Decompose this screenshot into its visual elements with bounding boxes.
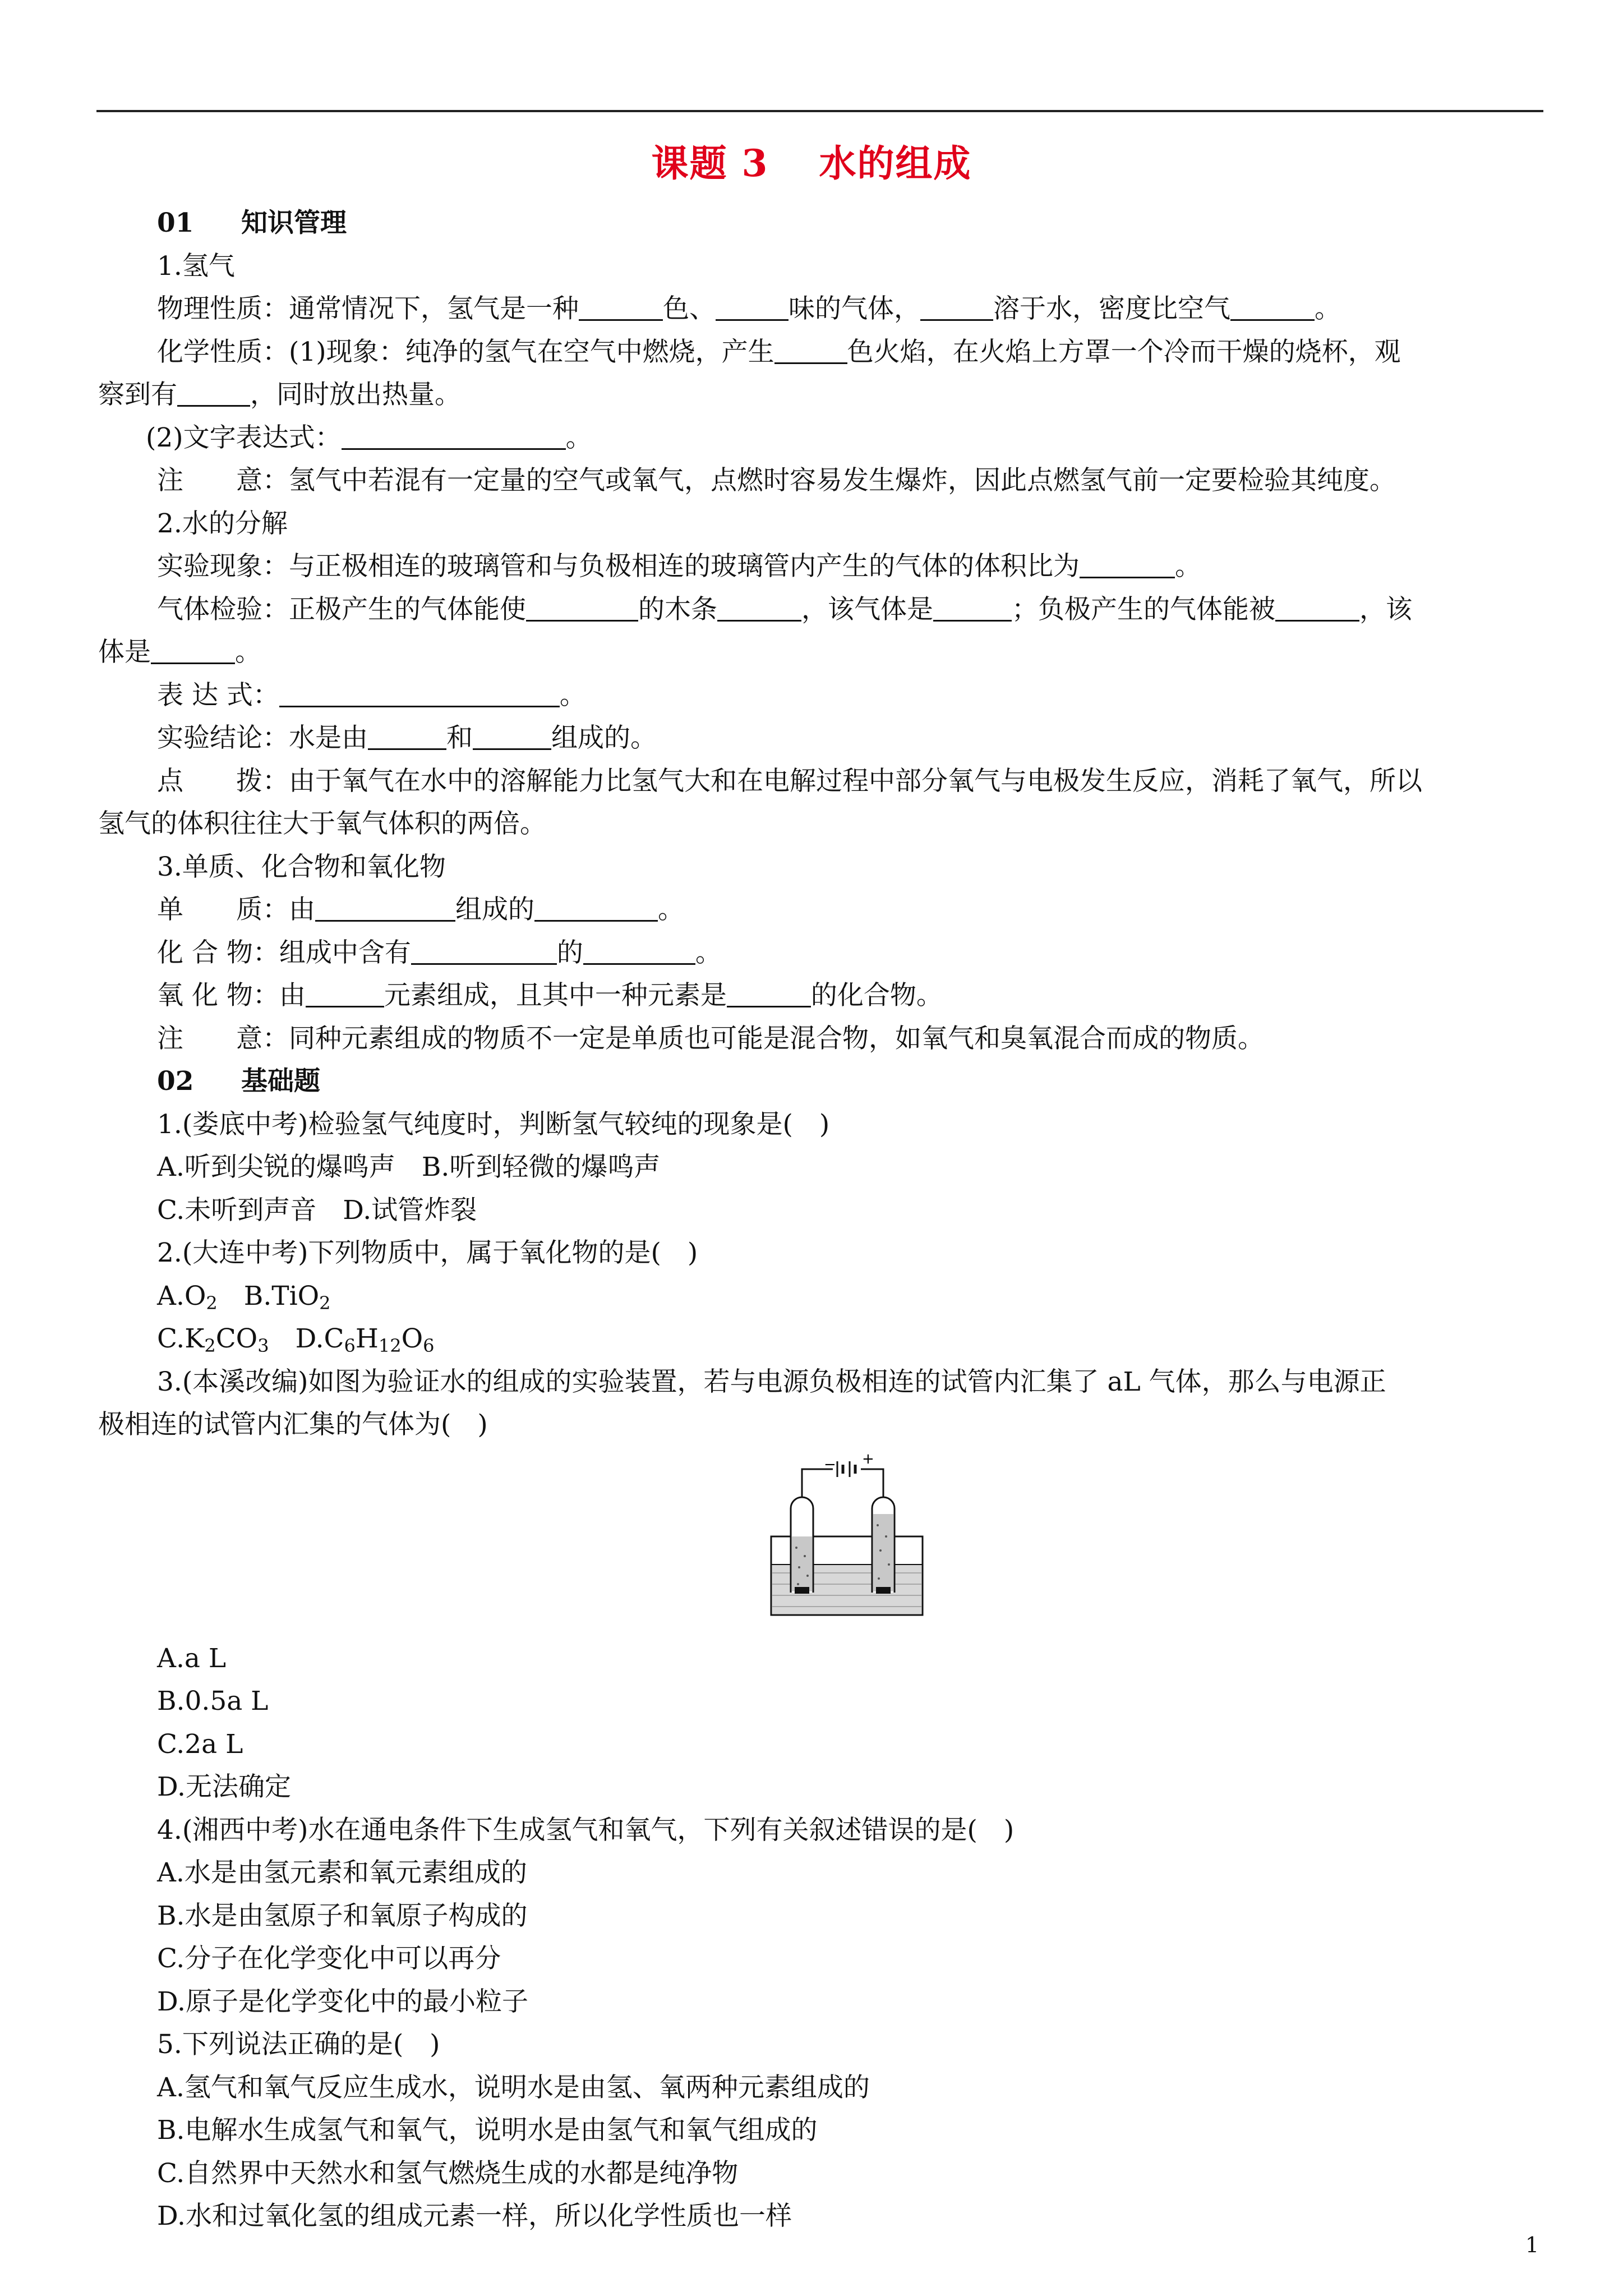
question-5-option-d: D.水和过氧化氢的组成元素一样，所以化学性质也一样 (157, 2201, 792, 2231)
physical-properties: 物理性质：通常情况下，氢气是一种 色、 味的气体， 溶于水，密度比空气 。 (157, 293, 1341, 324)
word-equation: (2)文字表达式： 。 (146, 422, 592, 453)
chemical-properties-cont: 察到有 ，同时放出热量。 (98, 379, 461, 410)
chemical-properties: 化学性质：(1)现象：纯净的氢气在空气中燃烧，产生 色火焰，在火焰上方罩一个冷而干燥的烧杯，观 (157, 336, 1401, 367)
question-4-option-a: A.水是由氢元素和氧元素组成的 (157, 1857, 527, 1888)
question-5-option-a: A.氢气和氧气反应生成水，说明水是由氢、氧两种元素组成的 (157, 2072, 870, 2103)
question-4-option-b: B.水是由氢原子和氧原子构成的 (157, 1900, 528, 1931)
subheading: 2.水的分解 (157, 508, 288, 539)
subheading: 3.单质、化合物和氧化物 (157, 851, 446, 882)
question-3: 3.(本溪改编)如图为验证水的组成的实验装置，若与电源负极相连的试管内汇集了 aL 气体，那么与电源正 (157, 1366, 1386, 1397)
electrolysis-apparatus-figure (157, 1452, 1537, 1621)
section-heading: 01 知识管理 (157, 208, 347, 238)
question-1-options-cd: C.未听到声音 D.试管炸裂 (157, 1194, 477, 1226)
gas-test-cont: 体是 。 (98, 637, 261, 668)
oxide-definition: 氧 化 物：由 元素组成，且其中一种元素是 的化合物。 (157, 980, 943, 1011)
note-purity: 注 意：氢气中若混有一定量的空气或氧气，点燃时容易发生爆炸，因此点燃氢气前一定要检验其纯度。 (157, 465, 1396, 496)
header-rule (96, 110, 1543, 112)
question-1: 1.(娄底中考)检验氢气纯度时，判断氢气较纯的现象是( ) (157, 1108, 830, 1140)
title-topic: 水的组成 (819, 141, 972, 185)
question-3-option-c: C.2a L (157, 1728, 243, 1760)
tip-cont: 氢气的体积往往大于氧气体积的两倍。 (98, 808, 546, 839)
page-title (0, 134, 1623, 187)
question-5: 5.下列说法正确的是( ) (157, 2029, 440, 2060)
question-4-option-d: D.原子是化学变化中的最小粒子 (157, 1986, 528, 2017)
document-body (98, 202, 1537, 2238)
expression: 表 达 式： 。 (157, 679, 586, 711)
subheading: 1.氢气 (157, 250, 235, 282)
electrolysis-diagram (766, 1452, 928, 1621)
question-3-option-b: B.0.5a L (157, 1686, 269, 1717)
question-2: 2.(大连中考)下列物质中，属于氧化物的是( ) (157, 1237, 698, 1268)
question-2-options-cd: $C.K_2CO_3$ $D.C_6H_{12}O_6$ (157, 1323, 435, 1356)
question-3-cont: 极相连的试管内汇集的气体为( ) (98, 1409, 488, 1440)
tip: 点 拨：由于氧气在水中的溶解能力比氢气大和在电解过程中部分氧气与电极发生反应，消耗了氧气，所以 (157, 765, 1422, 797)
gas-test: 气体检验：正极产生的气体能使 的木条 ，该气体是 ；负极产生的气体能被 ，该 (157, 593, 1412, 625)
question-1-options-ab: A.听到尖锐的爆鸣声 B.听到轻微的爆鸣声 (157, 1152, 661, 1182)
conclusion: 实验结论：水是由 和 组成的。 (157, 723, 657, 753)
question-5-option-b: B.电解水生成氢气和氧气，说明水是由氢气和氧气组成的 (157, 2115, 818, 2146)
question-3-option-d: D.无法确定 (157, 1772, 291, 1802)
question-5-option-c: C.自然界中天然水和氢气燃烧生成的水都是纯净物 (157, 2157, 739, 2189)
experiment-phenomenon: 实验现象：与正极相连的玻璃管和与负极相连的玻璃管内产生的气体的体积比为 。 (157, 551, 1201, 582)
question-4-option-c: C.分子在化学变化中可以再分 (157, 1943, 501, 1974)
question-2-options-ab: $A.O_2$ B.TiO$_2$ (157, 1280, 331, 1314)
title-lesson: 课题 3 (651, 141, 769, 185)
question-3-option-a: A.a L (157, 1642, 227, 1674)
page-number: 1 (1525, 2233, 1539, 2257)
minus-sign: − (824, 1456, 836, 1473)
compound-definition: 化 合 物：组成中含有 的 。 (157, 937, 722, 968)
element-definition: 单 质：由 组成的 。 (157, 894, 684, 925)
section-heading: 02 基础题 (157, 1066, 320, 1097)
question-4: 4.(湘西中考)水在通电条件下生成氢气和氧气，下列有关叙述错误的是( ) (157, 1814, 1015, 1846)
plus-sign: + (862, 1452, 874, 1467)
note-element: 注 意：同种元素组成的物质不一定是单质也可能是混合物，如氧气和臭氧混合而成的物质。 (157, 1023, 1264, 1054)
